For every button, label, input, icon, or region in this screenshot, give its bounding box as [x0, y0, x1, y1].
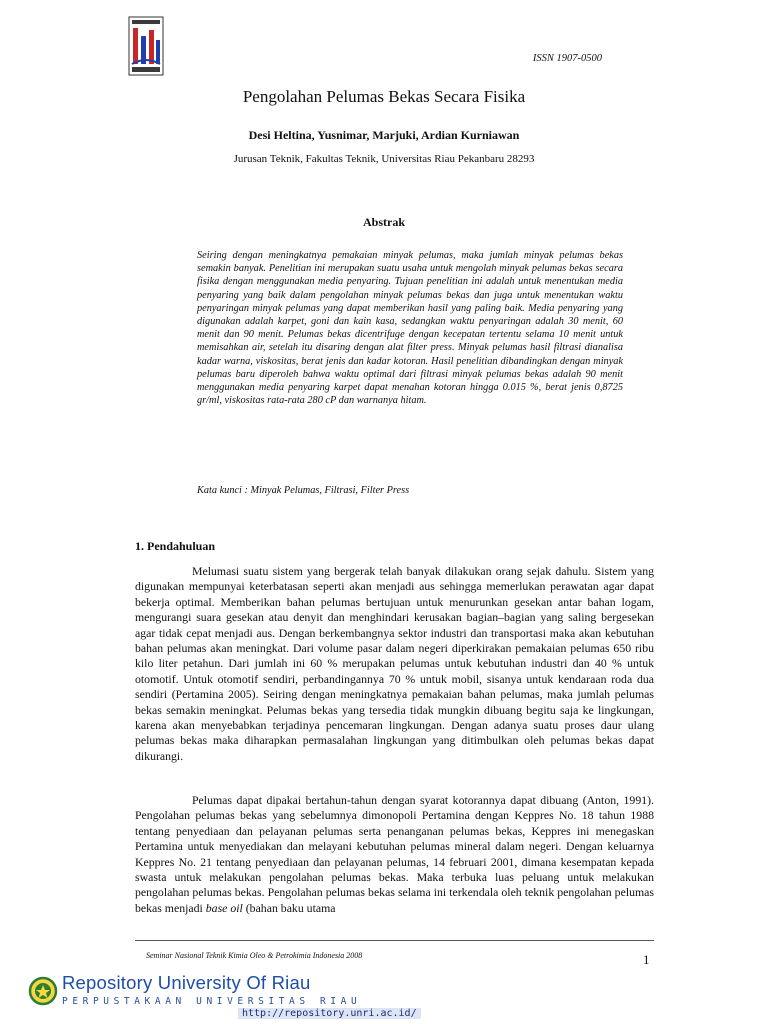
footer-divider — [135, 940, 654, 941]
paragraph-italic-term: base oil — [205, 900, 243, 915]
repository-title: Repository University Of Riau — [62, 972, 311, 993]
journal-logo — [128, 16, 164, 76]
abstract-heading: Abstrak — [362, 215, 405, 229]
section-heading: 1. Pendahuluan — [135, 539, 216, 553]
footer-conference: Seminar Nasional Teknik Kimia Oleo & Petrokimia Indonesia 2008 — [146, 951, 363, 960]
page-number: 1 — [643, 952, 650, 967]
university-seal-icon — [28, 976, 58, 1006]
paper-title: Pengolahan Pelumas Bekas Secara Fisika — [242, 87, 526, 106]
paragraph-text: (bahan baku utama — [242, 900, 336, 915]
repository-url-link[interactable]: http://repository.unri.ac.id/ — [238, 1008, 421, 1019]
issn-label: ISSN 1907-0500 — [532, 53, 602, 64]
paper-affiliation: Jurusan Teknik, Fakultas Teknik, Universitas Riau Pekanbaru 28293 — [233, 153, 535, 165]
paper-authors: Desi Heltina, Yusnimar, Marjuki, Ardian Kurniawan — [248, 128, 520, 142]
body-paragraph: Melumasi suatu sistem yang bergerak telah banyak dilakukan orang sejak dahulu. Sistem yang digunakan mempunyai keterbatasan seperti akan menjadi aus sehingga memerlukan perawatan agar dapat bekerja optimal. Memberikan bahan pelumas bertujuan untuk menurunkan gesekan antar bahan logam, mengurangi suara gesekan atau denyit dan menghindari kerusakan bagian–bagian yang saling bergesekan agar tidak cepat menjadi aus. Dengan berkembangnya sektor industri dan transportasi maka akan kebutuhan bahan pelumas akan meningkat. Dari volume pasar dalam negeri diperkirakan pemakaian pelumas 650 ribu kilo liter petahun. Dari jumlah ini 60 % merupakan pelumas untuk kebutuhan industri dan 40 % untuk otomotif. Untuk otomotif sendiri, perbandingannya 70 % untuk mobil, sisanya untuk kendaraan roda dua sendiri (Pertamina 2005). Seiring dengan meningkatnya pemakaian bahan pelumas, maka jumlah pelumas bekas semakin meningkat. Pelumas bekas yang tersedia tidak mungkin dibuang begitu saja ke lingkungan, karena akan menyebabkan terjadinya pencemaran lingkungan. Dengan adanya suatu proses daur ulang pelumas bekas maka diharapkan permasalahan lingkungan yang ditimbulkan oleh pelumas bekas dapat dikurangi. — [135, 564, 654, 763]
body-paragraph — [135, 793, 654, 916]
paragraph-text: Pelumas dapat dipakai bertahun-tahun dengan syarat kotorannya dapat dibuang (Anton, 1991). Pengolahan pelumas bekas yang sebelumnya dimonopoli Pertamina dengan Keppres No. 18 tahun 1988 tentang penyediaan dan pelayanan pelumas serta penanganan pelumas bekas, Keppres ini menegaskan Pertamina untuk menyediakan dan melayani kebutuhan pelumas mineral dalam negeri. Dengan keluarnya Keppres No. 21 tentang penyediaan dan pelayanan pelumas, 14 februari 2001, dimana kesempatan kepada swasta untuk melakukan pengolahan pelumas bekas. Maka terbuka luas peluang untuk melakukan pengolahan pelumas bekas. Pengolahan pelumas bekas selama ini terkendala oleh teknik pengolahan pelumas bekas menjadi — [135, 793, 654, 915]
keywords: Kata kunci : Minyak Pelumas, Filtrasi, Filter Press — [197, 485, 410, 496]
repository-subtitle: PERPUSTAKAAN UNIVERSITAS RIAU — [62, 996, 362, 1007]
abstract-text: Seiring dengan meningkatnya pemakaian minyak pelumas, maka jumlah minyak pelumas bekas semakin banyak. Penelitian ini merupakan suatu usaha untuk mengolah minyak pelumas bekas secara fisika dengan menggunakan media penyaring. Tujuan penelitian ini adalah untuk menentukan media penyaring yang baik dalam pengolahan minyak pelumas bekas dan juga untuk menentukan waktu penyaringan minyak pelumas yang dapat memberikan hasil yang paling baik. Media penyaring yang digunakan adalah karpet, goni dan kain kasa, sedangkan waktu penyaringan adalah 30 menit, 60 menit dan 90 menit. Pelumas bekas dicentrifuge dengan kecepatan tertentu selama 10 menit untuk memisahkan air, setelah itu disaring dengan alat filter press. Minyak pelumas hasil filtrasi dianalisa kadar warna, viskositas, berat jenis dan kadar kotoran. Hasil penelitian dibandingkan dengan minyak pelumas baru diperoleh bahwa waktu optimal dari filtrasi minyak pelumas bekas adalah 90 menit menggunakan media penyaring karpet dapat menahan kotoran hingga 0.015 %, berat jenis 0,8725 gr/ml, viskositas rata-rata 280 cP dan warnanya hitam. — [197, 250, 623, 407]
